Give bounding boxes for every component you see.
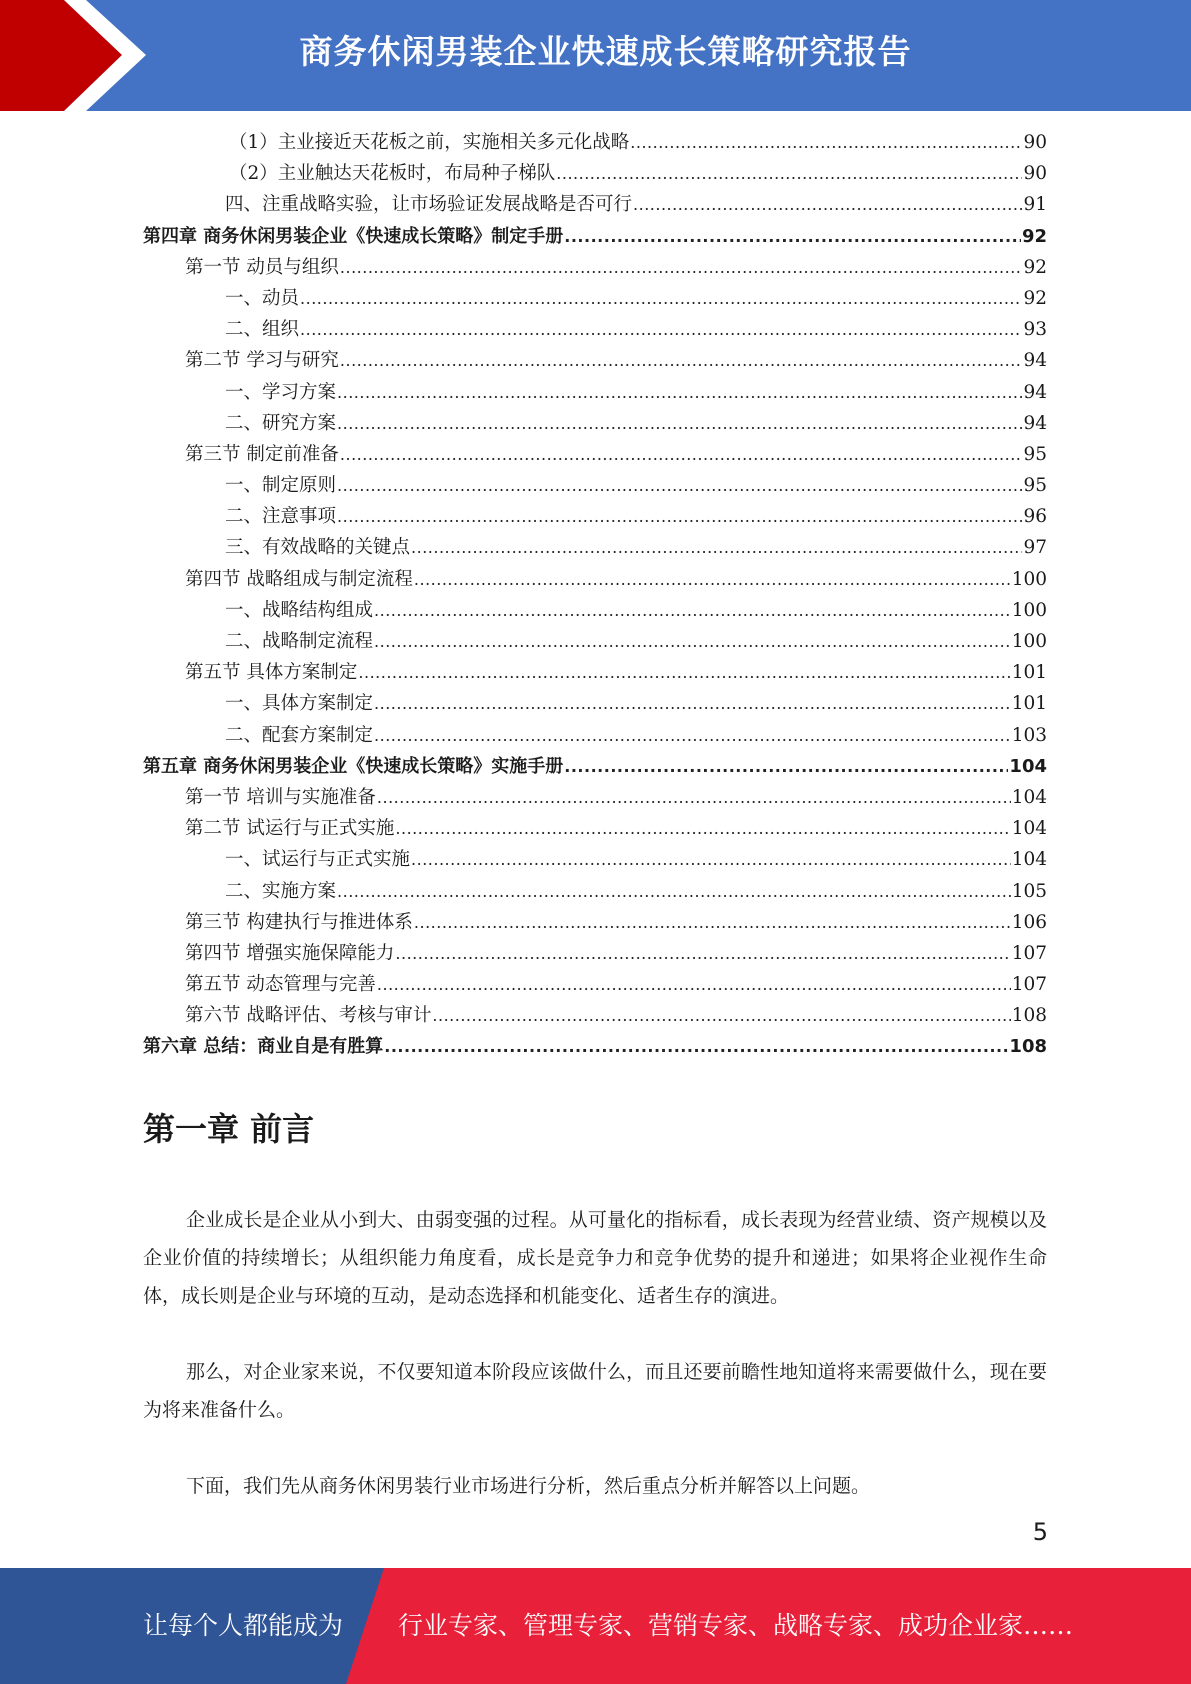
toc-entry-title: 第三节 构建执行与推进体系 <box>185 911 413 933</box>
toc-dot-leader <box>564 751 1008 782</box>
toc-section-entry[interactable] <box>143 969 1047 1000</box>
toc-subsection-entry[interactable] <box>143 532 1047 563</box>
toc-entry-title: 第四节 增强实施保障能力 <box>185 942 395 964</box>
toc-dot-leader <box>340 345 1023 376</box>
toc-entry-title: 二、实施方案 <box>225 880 337 902</box>
toc-entry-title: 第五章 商务休闲男装企业《快速成长策略》实施手册 <box>143 755 564 777</box>
toc-page-number: 95 <box>1023 475 1047 497</box>
toc-dot-leader <box>300 314 1022 345</box>
toc-subsection-entry[interactable] <box>143 408 1047 439</box>
toc-page-number: 101 <box>1011 693 1047 715</box>
toc-dot-leader <box>337 876 1011 907</box>
toc-dot-leader <box>411 844 1011 875</box>
toc-page-number: 105 <box>1011 880 1047 902</box>
toc-dot-leader <box>395 813 1010 844</box>
toc-entry-title: 一、制定原则 <box>225 475 337 497</box>
toc-dot-leader <box>337 377 1022 408</box>
toc-section-entry[interactable] <box>143 657 1047 688</box>
toc-section-entry[interactable] <box>143 252 1047 283</box>
page-header <box>0 0 1191 111</box>
toc-section-entry[interactable] <box>143 439 1047 470</box>
toc-page-number: 107 <box>1011 974 1047 996</box>
toc-dot-leader <box>337 470 1022 501</box>
toc-subsection-entry[interactable] <box>143 470 1047 501</box>
toc-subsection-entry[interactable] <box>143 377 1047 408</box>
toc-page-number: 100 <box>1011 599 1047 621</box>
toc-dot-leader <box>300 283 1022 314</box>
page-number: 5 <box>1032 1518 1048 1546</box>
toc-subsection-entry[interactable] <box>143 688 1047 719</box>
toc-entry-title: （1）主业接近天花板之前，实施相关多元化战略 <box>229 132 630 153</box>
toc-chapter-entry[interactable] <box>143 1031 1047 1062</box>
toc-page-number: 100 <box>1011 631 1047 652</box>
toc-entry-title: 二、配套方案制定 <box>225 724 374 746</box>
toc-page-number: 101 <box>1011 662 1047 684</box>
body-paragraph: 下面，我们先从商务休闲男装行业市场进行分析，然后重点分析并解答以上问题。 <box>186 1475 871 1497</box>
toc-dot-leader <box>358 657 1010 688</box>
toc-page-number: 92 <box>1023 287 1047 309</box>
toc-entry-title: 三、有效战略的关键点 <box>225 537 411 559</box>
toc-subsection-entry[interactable] <box>143 189 1047 220</box>
table-of-contents <box>143 127 1047 1063</box>
toc-page-number: 108 <box>1011 1005 1047 1027</box>
toc-entry-title: 四、注重战略实验，让市场验证发展战略是否可行 <box>225 194 633 216</box>
toc-entry-title: 一、战略结构组成 <box>225 599 374 621</box>
toc-dot-leader <box>395 938 1010 969</box>
toc-subsection-entry[interactable] <box>143 720 1047 751</box>
toc-page-number: 94 <box>1023 350 1047 372</box>
toc-page-number: 104 <box>1011 849 1047 871</box>
toc-chapter-entry[interactable] <box>143 221 1047 252</box>
toc-entry-title: 第四章 商务休闲男装企业《快速成长策略》制定手册 <box>143 225 564 247</box>
toc-entry-title: 第六章 总结：商业自是有胜算 <box>143 1036 384 1058</box>
toc-entry-title: 第四节 战略组成与制定流程 <box>185 568 413 590</box>
header-title: 商务休闲男装企业快速成长策略研究报告 <box>299 32 912 71</box>
toc-dot-leader <box>556 158 1022 189</box>
toc-page-number: 104 <box>1009 755 1047 777</box>
toc-section-entry[interactable] <box>143 938 1047 969</box>
toc-page-number: 90 <box>1023 132 1047 153</box>
toc-entry-title: 第二节 学习与研究 <box>185 350 339 372</box>
toc-page-number: 100 <box>1011 568 1047 590</box>
toc-section-entry[interactable] <box>143 1000 1047 1031</box>
toc-entry-title: 第一节 培训与实施准备 <box>185 786 376 808</box>
toc-dot-leader <box>432 1000 1010 1031</box>
toc-entry-title: 一、具体方案制定 <box>225 693 374 715</box>
toc-page-number: 94 <box>1023 381 1047 403</box>
toc-entry-title: 第五节 动态管理与完善 <box>185 974 376 996</box>
toc-dot-leader <box>384 1031 1008 1062</box>
footer-slogan-right: 行业专家、管理专家、营销专家、战略专家、成功企业家…… <box>398 1611 1074 1640</box>
toc-entry-title: 第一节 动员与组织 <box>185 256 339 278</box>
toc-page-number: 92 <box>1021 225 1047 247</box>
toc-section-entry[interactable] <box>143 907 1047 938</box>
toc-entry-title: 一、学习方案 <box>225 381 337 403</box>
toc-page-number: 95 <box>1023 443 1047 465</box>
toc-subsection-entry[interactable] <box>143 283 1047 314</box>
toc-page-number: 104 <box>1011 818 1047 840</box>
toc-entry-title: 二、组织 <box>225 319 300 341</box>
toc-dot-leader <box>377 969 1011 1000</box>
toc-entry-title: 二、研究方案 <box>225 412 337 434</box>
toc-subsection-entry[interactable] <box>143 158 1047 189</box>
toc-entry-title: 第五节 具体方案制定 <box>185 662 358 684</box>
toc-subsection-entry[interactable] <box>143 626 1047 657</box>
toc-page-number: 103 <box>1011 724 1047 746</box>
toc-subsection-entry[interactable] <box>143 127 1047 158</box>
toc-page-number: 97 <box>1023 537 1047 559</box>
toc-section-entry[interactable] <box>143 782 1047 813</box>
toc-dot-leader <box>340 252 1023 283</box>
toc-page-number: 96 <box>1023 506 1047 528</box>
chapter-title: 第一章 前言 <box>143 1110 315 1148</box>
toc-dot-leader <box>337 408 1022 439</box>
toc-dot-leader <box>374 720 1011 751</box>
toc-page-number: 91 <box>1023 194 1047 216</box>
toc-subsection-entry[interactable] <box>143 844 1047 875</box>
toc-chapter-entry[interactable] <box>143 751 1047 782</box>
toc-dot-leader <box>414 907 1011 938</box>
toc-section-entry[interactable] <box>143 345 1047 376</box>
body-paragraph: 那么，对企业家来说，不仅要知道本阶段应该做什么，而且还要前瞻性地知道将来需要做什么，现在要为将来准备什么。 <box>143 1361 1047 1421</box>
toc-entry-title: 第六节 战略评估、考核与审计 <box>185 1005 432 1027</box>
toc-page-number: 104 <box>1011 786 1047 808</box>
toc-dot-leader <box>377 782 1011 813</box>
toc-subsection-entry[interactable] <box>143 501 1047 532</box>
toc-entry-title: 一、试运行与正式实施 <box>225 849 411 871</box>
toc-subsection-entry[interactable] <box>143 876 1047 907</box>
toc-entry-title: 一、动员 <box>225 287 300 309</box>
toc-section-entry[interactable] <box>143 813 1047 844</box>
toc-entry-title: 第二节 试运行与正式实施 <box>185 818 395 840</box>
toc-page-number: 92 <box>1023 256 1047 278</box>
toc-page-number: 106 <box>1011 911 1047 933</box>
toc-dot-leader <box>633 189 1022 220</box>
toc-entry-title: 二、战略制定流程 <box>225 631 374 652</box>
page-footer <box>0 1568 1191 1684</box>
toc-entry-title: 二、注意事项 <box>225 506 337 528</box>
toc-page-number: 107 <box>1011 942 1047 964</box>
footer-slogan-left: 让每个人都能成为 <box>143 1611 344 1640</box>
toc-dot-leader <box>414 564 1011 595</box>
toc-entry-title: （2）主业触达天花板时，布局种子梯队 <box>229 163 556 185</box>
toc-subsection-entry[interactable] <box>143 314 1047 345</box>
toc-dot-leader <box>374 595 1011 626</box>
toc-section-entry[interactable] <box>143 564 1047 595</box>
body-paragraph: 企业成长是企业从小到大、由弱变强的过程。从可量化的指标看，成长表现为经营业绩、资产规模以及企业价值的持续增长；从组织能力角度看，成长是竞争力和竞争优势的提升和递进；如果将企业视作生命体，成长则是企业与环境的互动，是动态选择和机能变化、适者生存的演进。 <box>143 1209 1047 1307</box>
toc-dot-leader <box>564 221 1021 252</box>
toc-entry-title: 第三节 制定前准备 <box>185 443 339 465</box>
toc-dot-leader <box>630 127 1022 158</box>
toc-dot-leader <box>337 501 1022 532</box>
toc-subsection-entry[interactable] <box>143 595 1047 626</box>
toc-dot-leader <box>374 626 1011 657</box>
toc-page-number: 94 <box>1023 412 1047 434</box>
toc-page-number: 108 <box>1009 1036 1047 1058</box>
toc-dot-leader <box>411 532 1022 563</box>
toc-dot-leader <box>340 439 1023 470</box>
toc-page-number: 93 <box>1023 319 1047 341</box>
toc-dot-leader <box>374 688 1011 719</box>
toc-page-number: 90 <box>1023 163 1047 185</box>
